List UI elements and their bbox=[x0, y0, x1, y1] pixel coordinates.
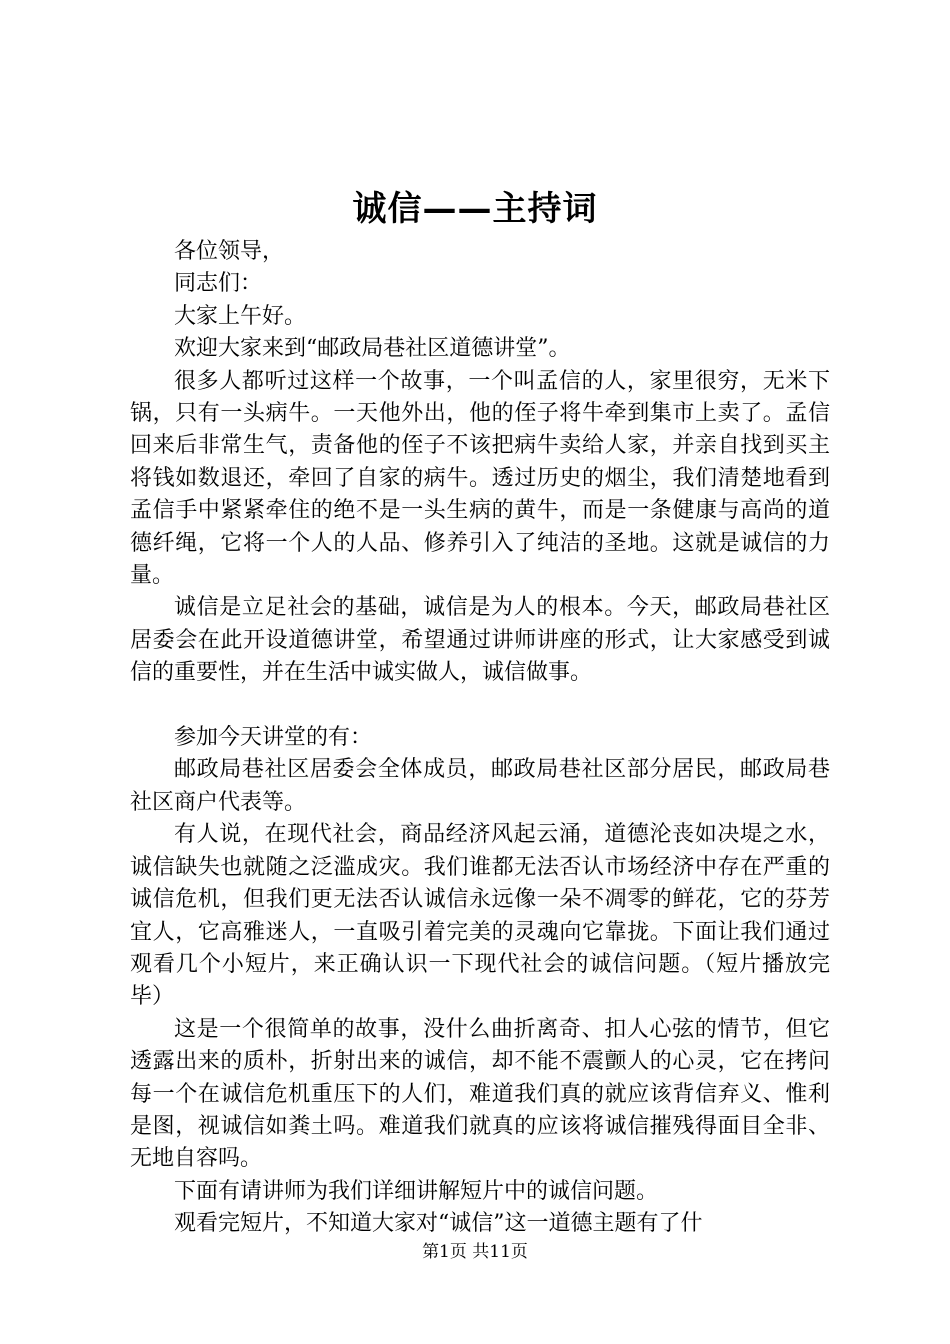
salutation-comrades: 同志们： bbox=[174, 271, 263, 297]
after-video-paragraph: 观看完短片，不知道大家对“诚信”这一道德主题有了什 bbox=[174, 1211, 703, 1237]
document-title: 诚信——主持词 bbox=[352, 189, 598, 229]
lecturer-invitation: 下面有请讲师为我们详细讲解短片中的诚信问题。 bbox=[174, 1178, 659, 1204]
attendees-heading: 参加今天讲堂的有： bbox=[174, 725, 373, 751]
salutation-leaders: 各位领导， bbox=[174, 239, 285, 264]
welcome-paragraph: 欢迎大家来到“邮政局巷社区道德讲堂”。 bbox=[174, 336, 571, 362]
paragraph-spacer bbox=[130, 690, 830, 722]
greeting: 大家上午好。 bbox=[174, 303, 307, 329]
integrity-foundation-paragraph: 诚信是立足社会的基础，诚信是为人的根本。今天，邮政局巷社区居委会在此开设道德讲堂，希望通过讲师讲座的形式，让大家感受到诚信的重要性，并在生活中诚实做人，诚信做事。 bbox=[130, 595, 830, 686]
modern-society-paragraph: 有人说，在现代社会，商品经济风起云涌，道德沦丧如决堤之水，诚信缺失也就随之泛滥成灾。我们谁都无法否认市场经济中存在严重的诚信危机，但我们更无法否认诚信永远像一朵不凋零的鲜花，它的芬芳宜人，它高雅迷人，一直吸引着完美的灵魂向它靠拢。下面让我们通过观看几个小短片，来正确认识一下现代社会的诚信问题。（短片播放完毕） bbox=[130, 822, 830, 1010]
attendees-list: 邮政局巷社区居委会全体成员，邮政局巷社区部分居民，邮政局巷社区商户代表等。 bbox=[130, 757, 830, 815]
page-number: 第1页 共11页 bbox=[422, 1242, 528, 1262]
story-paragraph: 很多人都听过这样一个故事，一个叫孟信的人，家里很穷，无米下锅，只有一头病牛。一天他外出，他的侄子将牛牵到集市上卖了。孟信回来后非常生气，责备他的侄子不该把病牛卖给人家，并亲自找到买主将钱如数退还，牵回了自家的病牛。透过历史的烟尘，我们清楚地看到孟信手中紧紧牵住的绝不是一头生病的黄牛，而是一条健康与高尚的道德纤绳，它将一个人的人品、修养引入了纯洁的圣地。这就是诚信的力量。 bbox=[130, 368, 830, 589]
story-reflection-paragraph: 这是一个很简单的故事，没什么曲折离奇、扣人心弦的情节，但它透露出来的质朴，折射出来的诚信，却不能不震颤人的心灵，它在拷问每一个在诚信危机重压下的人们，难道我们真的就应该背信弃义、惟利是图，视诚信如粪土吗。难道我们就真的应该将诚信摧残得面目全非、无地自容吗。 bbox=[130, 1016, 830, 1172]
document-body bbox=[130, 236, 830, 1241]
